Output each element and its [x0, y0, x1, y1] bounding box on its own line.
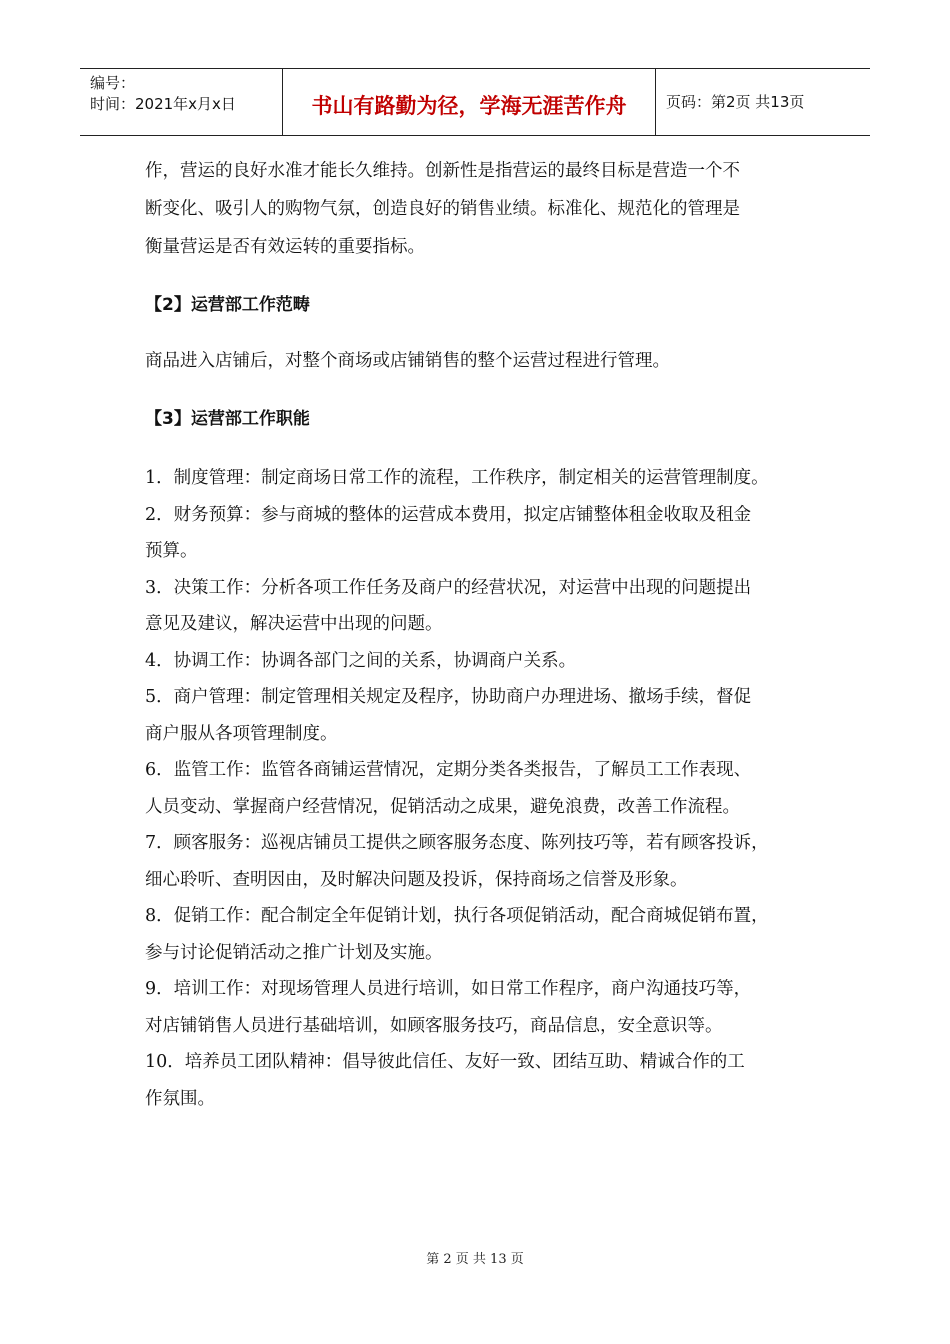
list-item: 5．商户管理：制定管理相关规定及程序，协助商户办理进场、撤场手续，督促	[145, 687, 752, 707]
list-item: 作氛围。	[145, 1088, 215, 1109]
list-item: 8．促销工作：配合制定全年促销计划，执行各项促销活动，配合商城促销布置，	[145, 906, 769, 926]
header-motto: 书山有路勤为径，学海无涯苦作舟	[283, 69, 656, 135]
list-item: 人员变动、掌握商户经营情况，促销活动之成果，避免浪费，改善工作流程。	[145, 796, 740, 817]
list-item: 4．协调工作：协调各部门之间的关系，协调商户关系。	[145, 650, 577, 671]
section-2-heading: 【2】运营部工作范畴	[145, 295, 310, 315]
page-header	[80, 68, 870, 136]
number-label: 编号：	[90, 74, 136, 92]
document-body	[145, 152, 835, 1117]
section-2-text: 商品进入店铺后，对整个商场或店铺销售的整个运营过程进行管理。	[145, 351, 670, 371]
list-item: 1．制度管理：制定商场日常工作的流程，工作秩序，制定相关的运营管理制度。	[145, 468, 769, 488]
list-item: 参与讨论促销活动之推广计划及实施。	[145, 942, 443, 963]
list-item: 7．顾客服务：巡视店铺员工提供之顾客服务态度、陈列技巧等，若有顾客投诉，	[145, 833, 769, 853]
intro-line: 断变化、吸引人的购物气氛，创造良好的销售业绩。标准化、规范化的管理是	[145, 199, 740, 219]
intro-line: 衡量营运是否有效运转的重要指标。	[145, 237, 425, 257]
page-footer: 第 2 页 共 13 页	[426, 1252, 524, 1267]
list-item: 细心聆听、查明因由，及时解决问题及投诉，保持商场之信誉及形象。	[145, 869, 688, 890]
section-3-heading: 【3】运营部工作职能	[145, 409, 310, 429]
list-item: 预算。	[145, 541, 198, 561]
list-item: 9．培训工作：对现场管理人员进行培训，如日常工作程序，商户沟通技巧等，	[145, 979, 752, 999]
time-label: 时间：2021年x月x日	[90, 95, 236, 113]
list-item: 意见及建议，解决运营中出现的问题。	[145, 614, 443, 634]
list-item: 6．监管工作：监管各商铺运营情况，定期分类各类报告，了解员工工作表现、	[145, 760, 752, 780]
list-item: 对店铺销售人员进行基础培训，如顾客服务技巧，商品信息，安全意识等。	[145, 1015, 723, 1036]
header-meta	[80, 69, 283, 135]
list-item: 3．决策工作：分析各项工作任务及商户的经营状况，对运营中出现的问题提出	[145, 577, 752, 598]
list-item: 2．财务预算：参与商城的整体的运营成本费用，拟定店铺整体租金收取及租金	[145, 504, 752, 525]
header-page-info: 页码：第2页 共13页	[666, 93, 805, 111]
list-item: 10．培养员工团队精神：倡导彼此信任、友好一致、团结互助、精诚合作的工	[145, 1052, 745, 1072]
list-item: 商户服从各项管理制度。	[145, 723, 338, 744]
intro-line: 作，营运的良好水准才能长久维持。创新性是指营运的最终目标是营造一个不	[145, 161, 740, 181]
